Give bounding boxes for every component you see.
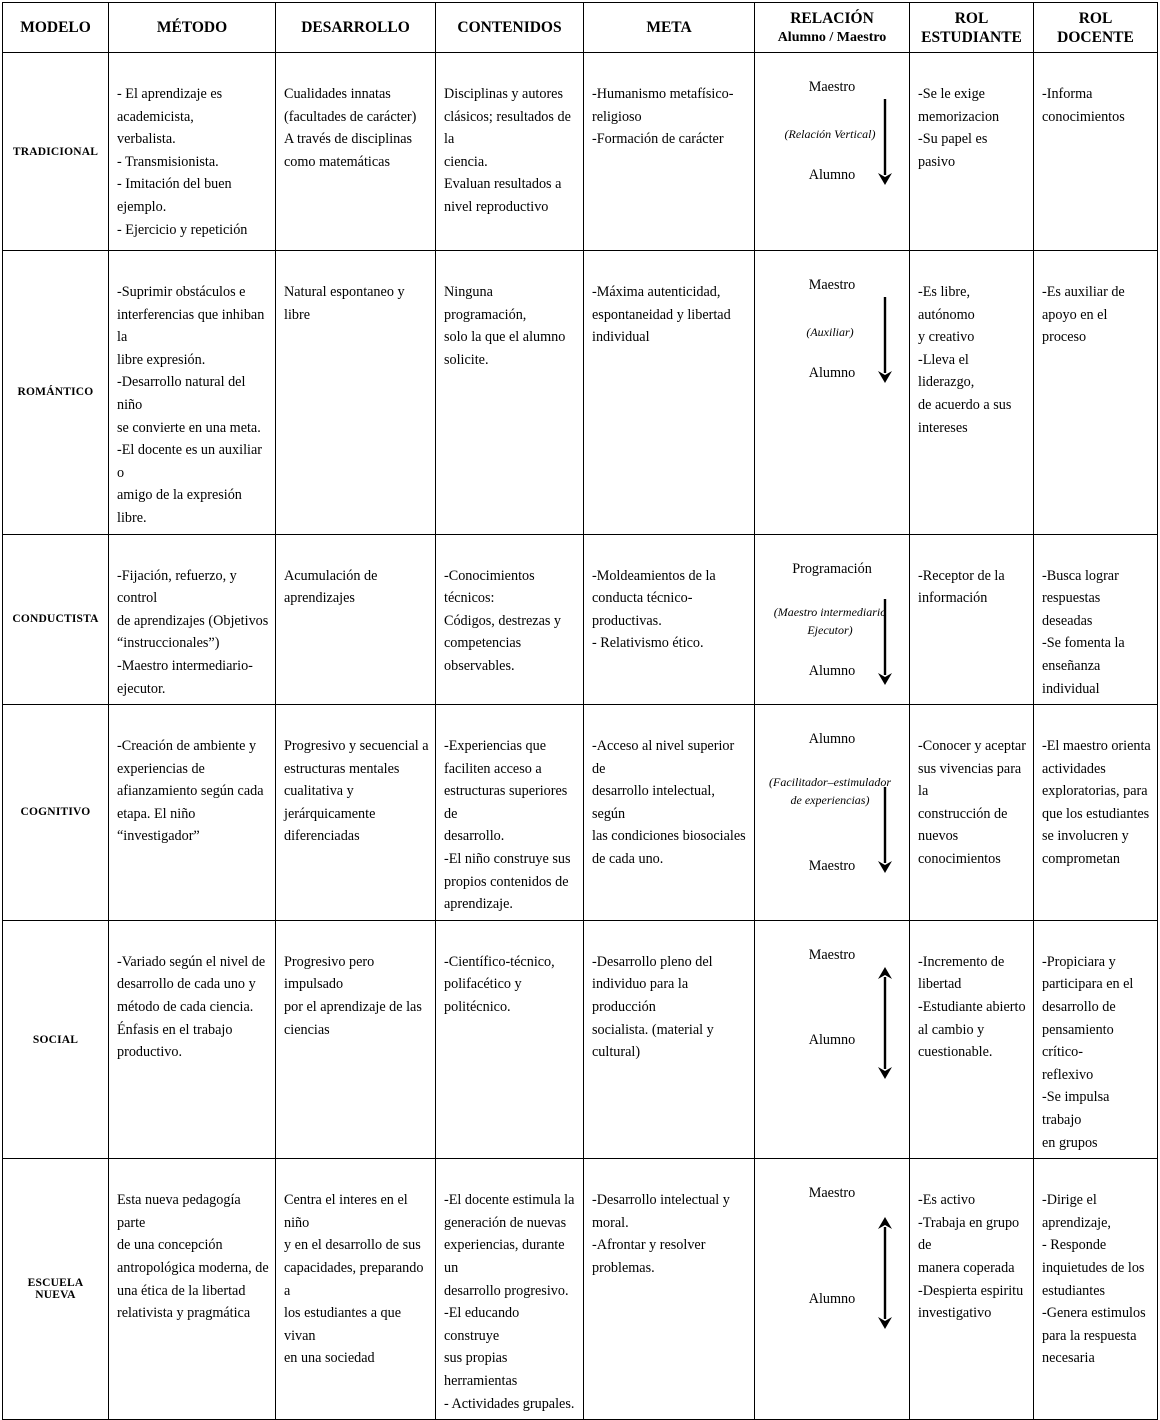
cell-relacion (755, 251, 910, 535)
rol-docente-text: -Busca lograr respuestas deseadas -Se fomenta la enseñanza individual (1042, 567, 1125, 697)
rol-estudiante-text: -Conocer y aceptar sus vivencias para la construcción de nuevos conocimientos (918, 738, 1026, 868)
relation-bottom-label: Maestro (808, 858, 856, 875)
table-row (3, 705, 1158, 921)
down-arrow-icon (875, 297, 895, 383)
model-name: SOCIAL (3, 920, 109, 1158)
metodo-text: -Creación de ambiente y experiencias de afianzamiento según cada etapa. El niño “investigador” (117, 738, 264, 845)
cell-relacion (755, 53, 910, 251)
cell-rol-docente (1034, 1159, 1158, 1420)
table-row (3, 53, 1158, 251)
cell-relacion (755, 920, 910, 1158)
rol-estudiante-text: -Es libre, autónomo y creativo -Lleva el liderazgo, de acuerdo a sus intereses (918, 284, 1012, 436)
meta-text: -Humanismo metafísico- religioso -Formación de carácter (592, 86, 734, 148)
desarrollo-text: Progresivo y secuencial a estructuras mentales cualitativa y jerárquicamente diferenciadas (284, 738, 429, 845)
cell-metodo (109, 251, 276, 535)
relation-description: (Auxiliar) (806, 325, 854, 339)
down-arrow-icon (875, 99, 895, 185)
cell-metodo (109, 534, 276, 705)
relation-bottom-label: Alumno (808, 1031, 856, 1048)
cell-rol-docente (1034, 251, 1158, 535)
cell-meta (584, 920, 755, 1158)
down-arrow-icon (875, 787, 895, 873)
contenidos-text: -Científico-técnico, polifacético y politécnico. (444, 953, 555, 1016)
contenidos-text: Disciplinas y autores clásicos; resultados de la ciencia. Evaluan resultados a nivel reproductivo (444, 86, 571, 215)
header-meta: META (584, 3, 755, 53)
desarrollo-text: Acumulación de aprendizajes (284, 567, 378, 607)
header-contenidos: CONTENIDOS (436, 3, 584, 53)
model-name: COGNITIVO (3, 705, 109, 921)
relation-top-label: Maestro (808, 277, 856, 293)
cell-meta (584, 53, 755, 251)
double-arrow-icon (875, 1217, 895, 1329)
cell-contenidos (436, 53, 584, 251)
cell-rol-estudiante (910, 1159, 1034, 1420)
relation-bottom-label: Alumno (808, 662, 856, 679)
meta-text: -Desarrollo pleno del individuo para la producción socialista. (material y cultural) (592, 953, 714, 1061)
cell-meta (584, 251, 755, 535)
header-modelo: MODELO (3, 3, 109, 53)
header-relacion-line2: Alumno / Maestro (777, 29, 887, 45)
relation-description: (Relación Vertical) (784, 127, 876, 141)
model-name: TRADICIONAL (3, 53, 109, 251)
header-relacion-line1: RELACIÓN (790, 9, 874, 27)
cell-metodo (109, 705, 276, 921)
relation-bottom-label: Alumno (808, 365, 856, 381)
rol-estudiante-text: -Receptor de la información (918, 567, 1005, 607)
relation-top-label: Maestro (808, 79, 856, 95)
metodo-text: -Variado según el nivel de desarrollo de cada uno y método de cada ciencia. Énfasis en el trabajo productivo. (117, 953, 266, 1061)
relation-bottom-label: Alumno (808, 167, 856, 183)
rol-docente-text: -El maestro orienta actividades exploratorias, para que los estudiantes se involucren y comprometan (1042, 738, 1151, 868)
desarrollo-text: Progresivo pero impulsado por el aprendizaje de las ciencias (284, 953, 422, 1038)
cell-meta (584, 534, 755, 705)
desarrollo-text: Centra el interes en el niño y en el desarrollo de sus capacidades, preparando a los estudiantes a que vivan en una sociedad (284, 1192, 424, 1367)
relation-top-label: Maestro (808, 1185, 856, 1202)
cell-contenidos (436, 705, 584, 921)
header-rol-docente (1034, 3, 1158, 53)
model-name: ESCUELA NUEVA (3, 1159, 109, 1420)
header-metodo: MÉTODO (109, 3, 276, 53)
cell-contenidos (436, 251, 584, 535)
desarrollo-text: Natural espontaneo y libre (284, 284, 405, 323)
cell-metodo (109, 1159, 276, 1420)
cell-rol-docente (1034, 53, 1158, 251)
metodo-text: -Suprimir obstáculos e interferencias que inhiban la libre expresión. -Desarrollo natural del niño se convierte en una meta. -El docente es un auxiliar o amigo de la expresión libre. (117, 284, 265, 526)
header-rol-estudiante-line1: ROL (954, 9, 989, 27)
contenidos-text: -Experiencias que faciliten acceso a estructuras superiores de desarrollo. -El niño construye sus propios contenidos de aprendizaje. (444, 738, 571, 913)
cell-rol-docente (1034, 534, 1158, 705)
header-row (3, 3, 1158, 53)
cell-contenidos (436, 534, 584, 705)
relation-top-label: Maestro (808, 946, 856, 963)
rol-estudiante-text: -Incremento de libertad -Estudiante abierto al cambio y cuestionable. (918, 953, 1026, 1061)
cell-meta (584, 1159, 755, 1420)
header-desarrollo: DESARROLLO (276, 3, 436, 53)
rol-estudiante-text: -Es activo -Trabaja en grupo de manera coperada -Despierta espiritu investigativo (918, 1192, 1024, 1322)
cell-relacion (755, 705, 910, 921)
table-row (3, 534, 1158, 705)
cell-contenidos (436, 920, 584, 1158)
cell-desarrollo (276, 534, 436, 705)
rol-estudiante-text: -Se le exige memorizacion -Su papel es pasivo (918, 86, 1000, 170)
cell-rol-estudiante (910, 534, 1034, 705)
cell-rol-estudiante (910, 920, 1034, 1158)
rol-docente-text: -Es auxiliar de apoyo en el proceso (1042, 284, 1125, 346)
desarrollo-text: Cualidades innatas (facultades de carácter) A través de disciplinas como matemáticas (284, 86, 417, 170)
header-rol-estudiante-line2: ESTUDIANTE (921, 28, 1022, 46)
rol-docente-text: -Dirige el aprendizaje, - Responde inquietudes de los estudiantes -Genera estimulos para la respuesta necesaria (1042, 1192, 1146, 1367)
pedagogical-models-table (2, 2, 1158, 1420)
contenidos-text: Ninguna programación, solo la que el alumno solicite. (444, 284, 566, 368)
table-row (3, 251, 1158, 535)
rol-docente-text: -Propiciara y participara en el desarrollo de pensamiento crítico- reflexivo -Se impulsa trabajo en grupos (1042, 953, 1134, 1151)
cell-rol-estudiante (910, 53, 1034, 251)
contenidos-text: -El docente estimula la generación de nuevas experiencias, durante un desarrollo progresivo. -El educando construye sus propias herramientas - Actividades grupales. (444, 1192, 575, 1412)
metodo-text: Esta nueva pedagogía parte de una concepción antropológica moderna, de una ética de la libertad relativista y pragmática (117, 1192, 269, 1322)
metodo-text: - El aprendizaje es academicista, verbalista. - Transmisionista. - Imitación del buen ejemplo. - Ejercicio y repetición (117, 86, 248, 238)
meta-text: -Desarrollo intelectual y moral. -Afrontar y resolver problemas. (592, 1192, 730, 1276)
cell-contenidos (436, 1159, 584, 1420)
cell-meta (584, 705, 755, 921)
table-row (3, 920, 1158, 1158)
meta-text: -Moldeamientos de la conducta técnico- productivas. - Relativismo ético. (592, 567, 716, 652)
metodo-text: -Fijación, refuerzo, y control de aprendizajes (Objetivos “instruccionales”) -Maestro intermediario- ejecutor. (117, 567, 269, 697)
relation-bottom-label: Alumno (808, 1291, 856, 1308)
cell-rol-estudiante (910, 251, 1034, 535)
meta-text: -Acceso al nivel superior de desarrollo intelectual, según las condiciones biosociales de cada uno. (592, 738, 746, 868)
cell-relacion (755, 1159, 910, 1420)
relation-description: (Maestro intermediario Ejecutor) (773, 604, 887, 637)
cell-rol-estudiante (910, 705, 1034, 921)
cell-rol-docente (1034, 920, 1158, 1158)
cell-relacion (755, 534, 910, 705)
double-arrow-icon (875, 967, 895, 1079)
header-rol-estudiante (910, 3, 1034, 53)
meta-text: -Máxima autenticidad, espontaneidad y libertad individual (592, 284, 731, 346)
cell-metodo (109, 53, 276, 251)
relation-top-label: Alumno (808, 731, 856, 748)
contenidos-text: -Conocimientos técnicos: Códigos, destrezas y competencias observables. (444, 567, 562, 674)
cell-desarrollo (276, 53, 436, 251)
header-rol-docente-line2: DOCENTE (1057, 28, 1134, 46)
relation-top-label: Programación (792, 560, 872, 577)
rol-docente-text: -Informa conocimientos (1042, 86, 1125, 125)
cell-rol-docente (1034, 705, 1158, 921)
header-rol-docente-line1: ROL (1078, 9, 1113, 27)
cell-desarrollo (276, 251, 436, 535)
cell-desarrollo (276, 1159, 436, 1420)
model-name: CONDUCTISTA (3, 534, 109, 705)
header-relacion (755, 3, 910, 53)
cell-metodo (109, 920, 276, 1158)
cell-desarrollo (276, 705, 436, 921)
table-row (3, 1159, 1158, 1420)
down-arrow-icon (875, 599, 895, 685)
model-name: ROMÁNTICO (3, 251, 109, 535)
relation-description: (Facilitador–estimulador de experiencias) (769, 775, 891, 808)
cell-desarrollo (276, 920, 436, 1158)
